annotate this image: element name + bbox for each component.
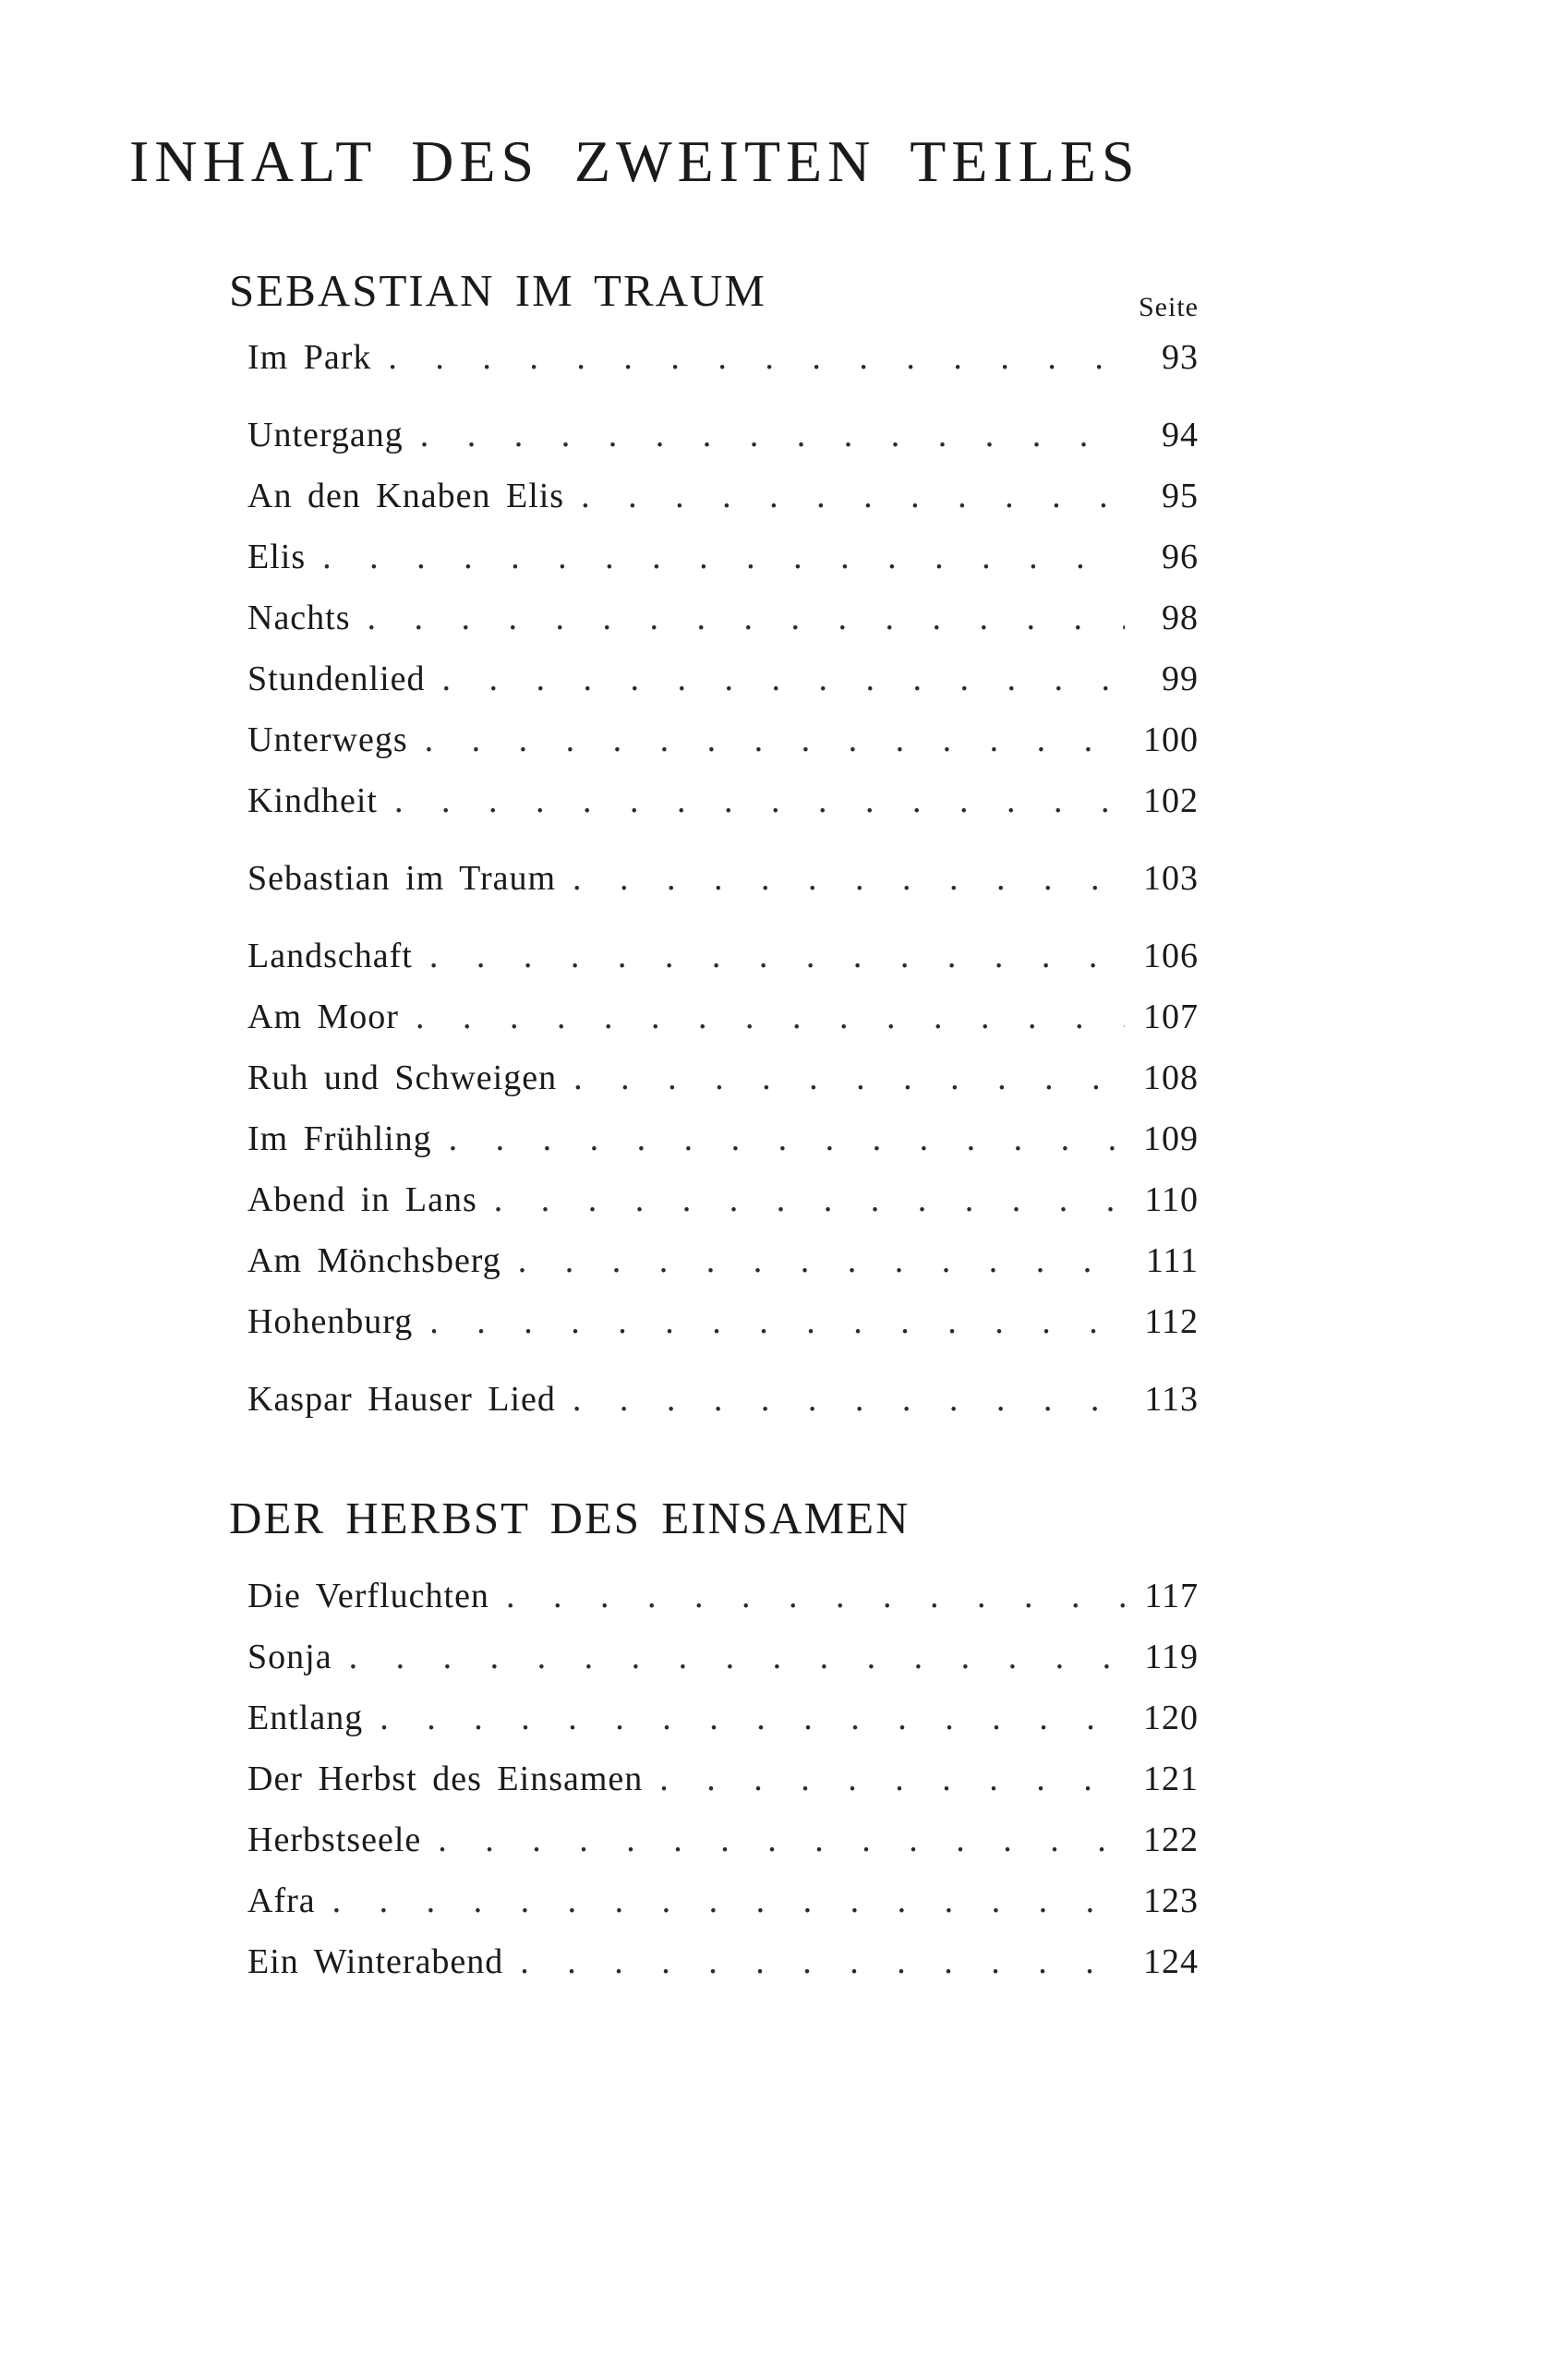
dot-leader <box>659 1759 1125 1799</box>
toc-entry[interactable] <box>229 1301 1199 1362</box>
dot-leader <box>368 598 1125 638</box>
toc-entry[interactable] <box>229 1941 1199 2002</box>
entry-title: Elis <box>247 538 307 576</box>
entry-title: Im Park <box>247 338 372 377</box>
entry-page-number: 120 <box>1143 1699 1199 1737</box>
dot-leader <box>332 1880 1125 1921</box>
entry-page-number: 102 <box>1143 781 1199 820</box>
entry-page-number: 95 <box>1162 477 1199 515</box>
entry-title: Sonja <box>247 1638 332 1676</box>
entry-title: Stundenlied <box>247 659 426 698</box>
toc-entry[interactable] <box>229 1820 1199 1880</box>
toc-list <box>229 337 1199 1440</box>
entry-page-number: 121 <box>1143 1759 1199 1798</box>
dot-leader <box>506 1576 1125 1616</box>
toc-entry[interactable] <box>229 1119 1199 1179</box>
entry-page-number: 119 <box>1144 1638 1199 1676</box>
entry-page-number: 113 <box>1144 1380 1199 1419</box>
entry-title: Untergang <box>247 416 404 454</box>
toc-entry[interactable] <box>229 537 1199 598</box>
toc-list <box>229 1576 1199 2002</box>
toc-entry[interactable] <box>229 659 1199 719</box>
toc-entry[interactable] <box>229 337 1199 398</box>
entry-title: Am Mönchsberg <box>247 1241 501 1280</box>
entry-title: An den Knaben Elis <box>247 477 565 515</box>
entry-page-number: 122 <box>1143 1820 1199 1859</box>
entry-page-number: 109 <box>1143 1119 1199 1158</box>
entry-page-number: 112 <box>1144 1302 1199 1341</box>
entry-page-number: 99 <box>1162 659 1199 698</box>
toc-section-der-herbst-des-einsamen <box>229 1492 1199 2002</box>
dot-leader <box>520 1941 1125 1982</box>
entry-title: Die Verfluchten <box>247 1577 489 1615</box>
dot-leader <box>425 719 1125 760</box>
section-heading: SEBASTIAN IM TRAUM <box>229 265 766 316</box>
dot-leader <box>449 1119 1125 1159</box>
dot-leader <box>416 997 1125 1037</box>
toc-entry[interactable] <box>229 780 1199 841</box>
toc-entry[interactable] <box>229 936 1199 997</box>
toc-entry[interactable] <box>229 476 1199 537</box>
dot-leader <box>349 1637 1125 1677</box>
entry-title: Ein Winterabend <box>247 1942 504 1981</box>
entry-page-number: 110 <box>1144 1180 1199 1219</box>
toc-entry[interactable] <box>229 415 1199 476</box>
dot-leader <box>518 1240 1125 1281</box>
dot-leader <box>429 936 1125 976</box>
entry-title: Am Moor <box>247 998 399 1036</box>
toc-entry[interactable] <box>229 1637 1199 1698</box>
dot-leader <box>494 1179 1125 1220</box>
section-heading: DER HERBST DES EINSAMEN <box>229 1493 911 1543</box>
toc-entry[interactable] <box>229 1240 1199 1301</box>
entry-title: Landschaft <box>247 937 413 975</box>
entry-page-number: 94 <box>1162 416 1199 454</box>
toc-entry[interactable] <box>229 1698 1199 1759</box>
entry-page-number: 107 <box>1143 998 1199 1036</box>
toc-section-sebastian-im-traum <box>229 264 1199 1440</box>
dot-leader <box>581 476 1125 516</box>
entry-page-number: 111 <box>1145 1241 1199 1280</box>
dot-leader <box>442 659 1125 699</box>
entry-title: Nachts <box>247 599 351 637</box>
dot-leader <box>388 337 1125 378</box>
page-column-label: Seite <box>1139 292 1199 322</box>
dot-leader <box>394 780 1125 821</box>
entry-page-number: 123 <box>1143 1881 1199 1920</box>
entry-title: Sebastian im Traum <box>247 859 557 898</box>
page-title: INHALT DES ZWEITEN TEILES <box>129 128 1140 194</box>
dot-leader <box>380 1698 1125 1738</box>
dot-leader <box>429 1301 1125 1342</box>
entry-page-number: 98 <box>1162 599 1199 637</box>
entry-page-number: 93 <box>1162 338 1199 377</box>
entry-page-number: 117 <box>1144 1577 1199 1615</box>
toc-entry[interactable] <box>229 1058 1199 1119</box>
toc-entry[interactable] <box>229 1379 1199 1440</box>
toc-entry[interactable] <box>229 1880 1199 1941</box>
toc-entry[interactable] <box>229 997 1199 1058</box>
entry-title: Entlang <box>247 1699 364 1737</box>
toc-entry[interactable] <box>229 1759 1199 1820</box>
dot-leader <box>438 1820 1125 1860</box>
entry-page-number: 96 <box>1162 538 1199 576</box>
dot-leader <box>573 1379 1125 1420</box>
entry-title: Afra <box>247 1881 316 1920</box>
dot-leader <box>322 537 1125 577</box>
toc-entry[interactable] <box>229 1576 1199 1637</box>
dot-leader <box>420 415 1125 455</box>
entry-title: Herbstseele <box>247 1820 422 1859</box>
entry-title: Kindheit <box>247 781 378 820</box>
entry-title: Abend in Lans <box>247 1180 477 1219</box>
toc-entry[interactable] <box>229 1179 1199 1240</box>
dot-leader <box>573 1058 1125 1098</box>
entry-title: Unterwegs <box>247 720 408 759</box>
entry-title: Hohenburg <box>247 1302 414 1341</box>
entry-page-number: 103 <box>1143 859 1199 898</box>
dot-leader <box>573 858 1125 899</box>
toc-entry[interactable] <box>229 858 1199 919</box>
entry-page-number: 100 <box>1143 720 1199 759</box>
entry-title: Kaspar Hauser Lied <box>247 1380 556 1419</box>
entry-title: Im Frühling <box>247 1119 432 1158</box>
entry-title: Der Herbst des Einsamen <box>247 1759 644 1798</box>
entry-page-number: 124 <box>1143 1942 1199 1981</box>
entry-page-number: 106 <box>1143 937 1199 975</box>
toc-entry[interactable] <box>229 719 1199 780</box>
entry-page-number: 108 <box>1143 1058 1199 1097</box>
entry-title: Ruh und Schweigen <box>247 1058 558 1097</box>
toc-entry[interactable] <box>229 598 1199 659</box>
